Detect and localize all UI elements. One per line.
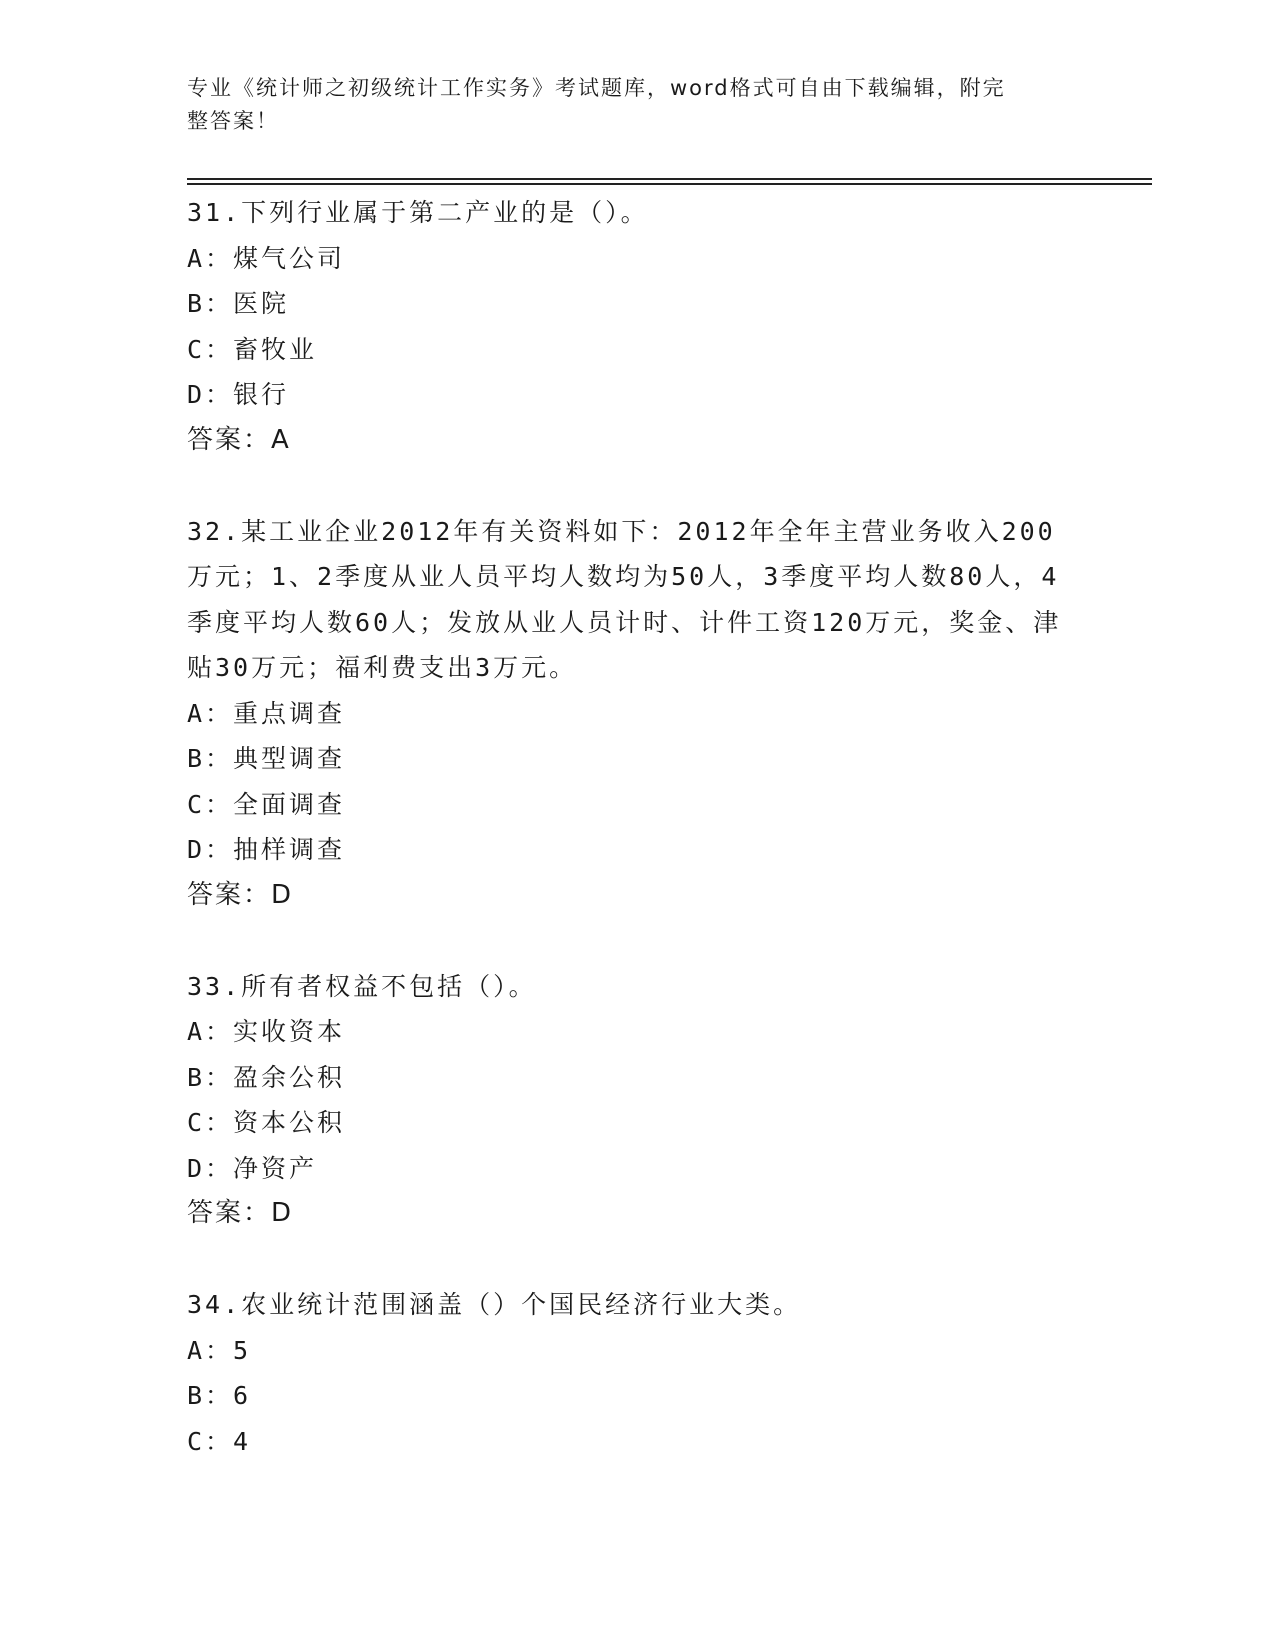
question-list <box>187 190 1067 1464</box>
question-block <box>187 190 1067 463</box>
answer-label: 答案：D <box>187 1198 294 1228</box>
option-c: C：4 <box>187 1426 252 1456</box>
option-a: A：重点调查 <box>187 698 346 728</box>
question-stem: 33.所有者权益不包括（）。 <box>187 971 537 1001</box>
header-line-1: 专业《统计师之初级统计工作实务》考试题库，word格式可自由下载编辑，附完 <box>187 76 1006 100</box>
option-b: B：医院 <box>187 289 290 318</box>
question-stem: 34.农业统计范围涵盖（）个国民经济行业大类。 <box>187 1290 802 1319</box>
option-d: D：抽样调查 <box>187 835 346 864</box>
spacer <box>187 463 1067 509</box>
spacer <box>187 1237 1067 1283</box>
option-d: D：银行 <box>187 380 290 409</box>
header-divider-bottom <box>187 183 1152 185</box>
answer-label: 答案：A <box>187 424 291 455</box>
option-d: D：净资产 <box>187 1153 318 1183</box>
option-a: A：实收资本 <box>187 1017 346 1046</box>
document-header <box>187 72 1067 138</box>
question-stem: 32.某工业企业2012年有关资料如下：2012年全年主营业务收入200万元；1、2季度从业人员平均人数均为50人，3季度平均人数80人，4季度平均人数60人；发放从业人员计时、计件工资120万元，奖金、津贴30万元；福利费支出3万元。 <box>187 516 1062 682</box>
option-b: B：盈余公积 <box>187 1062 346 1092</box>
question-stem: 31.下列行业属于第二产业的是（）。 <box>187 198 649 227</box>
option-c: C：畜牧业 <box>187 334 318 364</box>
question-block <box>187 964 1067 1237</box>
option-a: A：5 <box>187 1335 252 1365</box>
option-c: C：资本公积 <box>187 1108 346 1137</box>
question-block <box>187 1282 1067 1464</box>
option-b: B：典型调查 <box>187 744 346 773</box>
question-block <box>187 509 1067 919</box>
spacer <box>187 918 1067 964</box>
option-a: A：煤气公司 <box>187 243 346 273</box>
option-b: B：6 <box>187 1381 252 1410</box>
header-divider-top <box>187 178 1152 180</box>
option-c: C：全面调查 <box>187 789 346 819</box>
answer-label: 答案：D <box>187 879 294 910</box>
header-line-2: 整答案！ <box>187 109 279 133</box>
